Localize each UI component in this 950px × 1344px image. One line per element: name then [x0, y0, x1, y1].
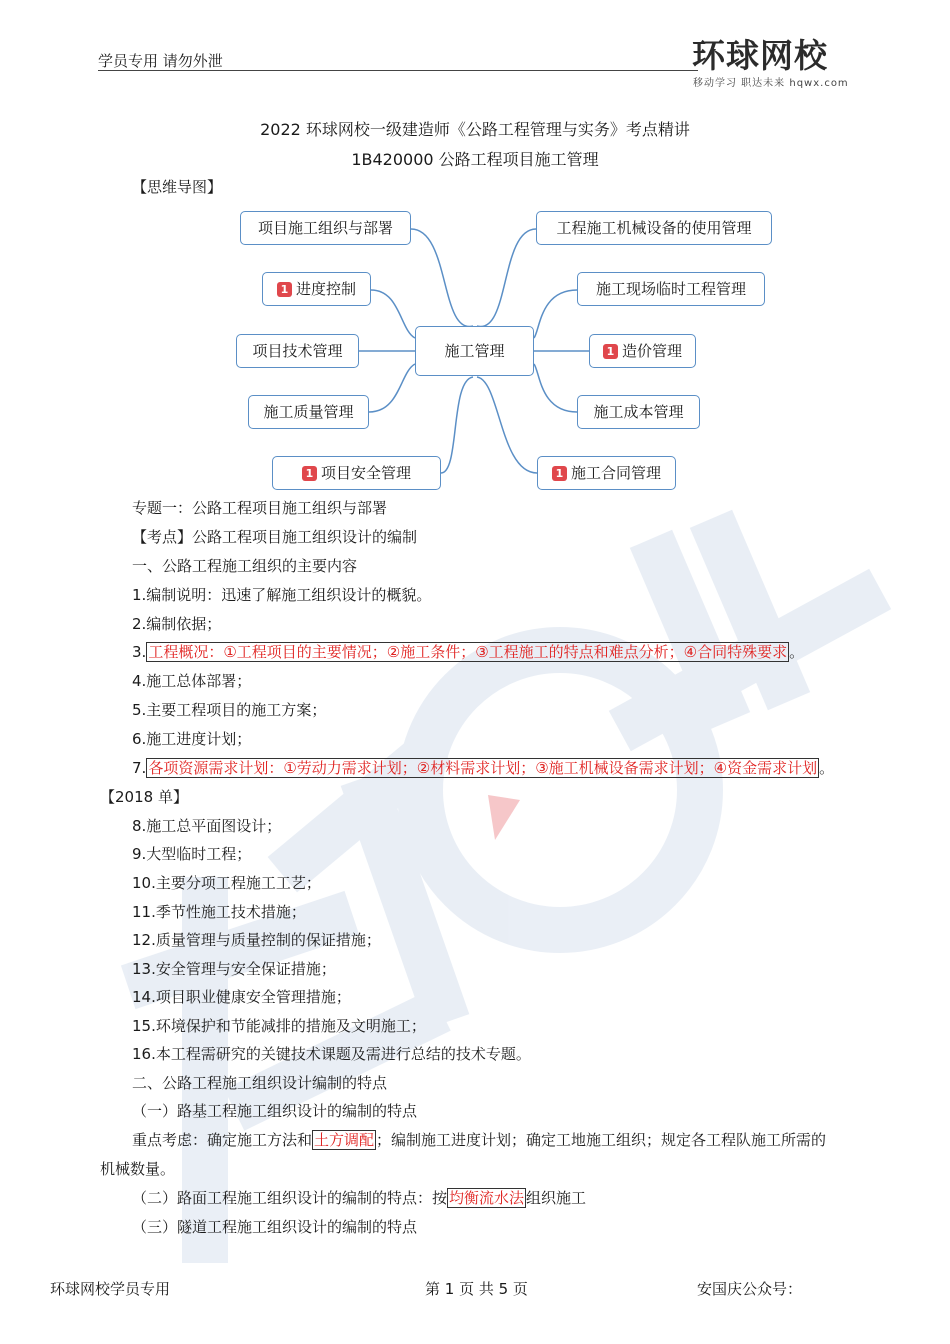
document-subtitle: 1B420000 公路工程项目施工管理: [351, 150, 599, 169]
highlight-box: 各项资源需求计划：①劳动力需求计划；②材料需求计划；③施工机械设备需求计划；④资金需求计划: [148, 759, 818, 777]
brand-tagline: 移动学习 职达未来 hqwx.com: [693, 78, 849, 89]
exam-year-tag: 【2018 单】: [100, 788, 188, 806]
list-item: 15.环境保护和节能减排的措施及文明施工；: [132, 1017, 426, 1035]
kaodian-heading: 【考点】公路工程项目施工组织设计的编制: [132, 528, 418, 546]
list-item: 12.质量管理与质量控制的保证措施；: [132, 931, 381, 949]
list-item-highlight: 3. 工程概况：①工程项目的主要情况；②施工条件；③工程施工的特点和难点分析；④合同特殊要求 。: [132, 643, 805, 661]
mindmap-node-org-deploy: 项目施工组织与部署: [240, 211, 411, 245]
list-item: 10.主要分项工程施工工艺；: [132, 874, 321, 892]
section-heading-1: 一、公路工程施工组织的主要内容: [132, 557, 358, 575]
mindmap-node-quality-mgmt: 施工质量管理: [248, 395, 369, 429]
subsection-heading: （二）路面工程施工组织设计的编制的特点：按 均衡流水法 组织施工: [132, 1189, 587, 1207]
highlight-box: 工程概况：①工程项目的主要情况；②施工条件；③工程施工的特点和难点分析；④合同特殊要求: [148, 643, 788, 661]
list-item: 5.主要工程项目的施工方案；: [132, 701, 327, 719]
list-item: 2.编制依据；: [132, 615, 222, 633]
list-item: 9.大型临时工程；: [132, 845, 252, 863]
list-item: 13.安全管理与安全保证措施；: [132, 960, 336, 978]
footer-right: 安国庆公众号：: [697, 1280, 803, 1298]
list-item: 11.季节性施工技术措施；: [132, 903, 306, 921]
highlight-box: 土方调配: [314, 1131, 375, 1149]
mindmap-node-machinery-mgmt: 工程施工机械设备的使用管理: [536, 211, 772, 245]
list-item: 6.施工进度计划；: [132, 730, 252, 748]
priority-badge-icon: 1: [302, 466, 317, 481]
mindmap-node-safety-mgmt: 1 项目安全管理: [272, 456, 441, 490]
document-title: 2022 环球网校一级建造师《公路工程管理与实务》考点精讲: [260, 120, 690, 139]
highlight-box: 均衡流水法: [449, 1189, 525, 1207]
priority-badge-icon: 1: [277, 282, 292, 297]
priority-badge-icon: 1: [552, 466, 567, 481]
mindmap-center-node: 施工管理: [415, 326, 534, 376]
key-points-line-2: 机械数量。: [100, 1160, 176, 1178]
page-number: 第 1 页 共 5 页: [425, 1280, 528, 1298]
mindmap-node-tech-mgmt: 项目技术管理: [236, 334, 359, 368]
list-item-highlight: 7. 各项资源需求计划：①劳动力需求计划；②材料需求计划；③施工机械设备需求计划；④资金需求计划 。: [132, 759, 835, 777]
priority-badge-icon: 1: [603, 344, 618, 359]
list-item: 14.项目职业健康安全管理措施；: [132, 988, 351, 1006]
list-item: 4.施工总体部署；: [132, 672, 252, 690]
list-item: 16.本工程需研究的关键技术课题及需进行总结的技术专题。: [132, 1045, 531, 1063]
subsection-heading: （一）路基工程施工组织设计的编制的特点: [132, 1102, 418, 1120]
brand-name: 环球网校: [692, 36, 828, 75]
topic-heading: 专题一：公路工程项目施工组织与部署: [132, 499, 388, 517]
mindmap-node-schedule-control: 1 进度控制: [262, 272, 371, 306]
footer-left: 环球网校学员专用: [50, 1280, 171, 1298]
mindmap-node-temp-works: 施工现场临时工程管理: [577, 272, 765, 306]
key-points-line: 重点考虑：确定施工方法和 土方调配 ；编制施工进度计划；确定工地施工组织；规定各工程队施工所需的: [132, 1131, 827, 1149]
section-heading-2: 二、公路工程施工组织设计编制的特点: [132, 1074, 388, 1092]
list-item: 1.编制说明：迅速了解施工组织设计的概貌。: [132, 586, 432, 604]
mindmap-connectors: [0, 0, 950, 520]
mindmap-label: 【思维导图】: [132, 178, 223, 196]
list-item: 8.施工总平面图设计；: [132, 817, 282, 835]
subsection-heading: （三）隧道工程施工组织设计的编制的特点: [132, 1218, 418, 1236]
mindmap-node-contract-mgmt: 1 施工合同管理: [537, 456, 676, 490]
header-left-text: 学员专用 请勿外泄: [98, 52, 223, 70]
mindmap-node-cost-mgmt: 1 造价管理: [589, 334, 696, 368]
mindmap-node-construction-cost: 施工成本管理: [577, 395, 700, 429]
